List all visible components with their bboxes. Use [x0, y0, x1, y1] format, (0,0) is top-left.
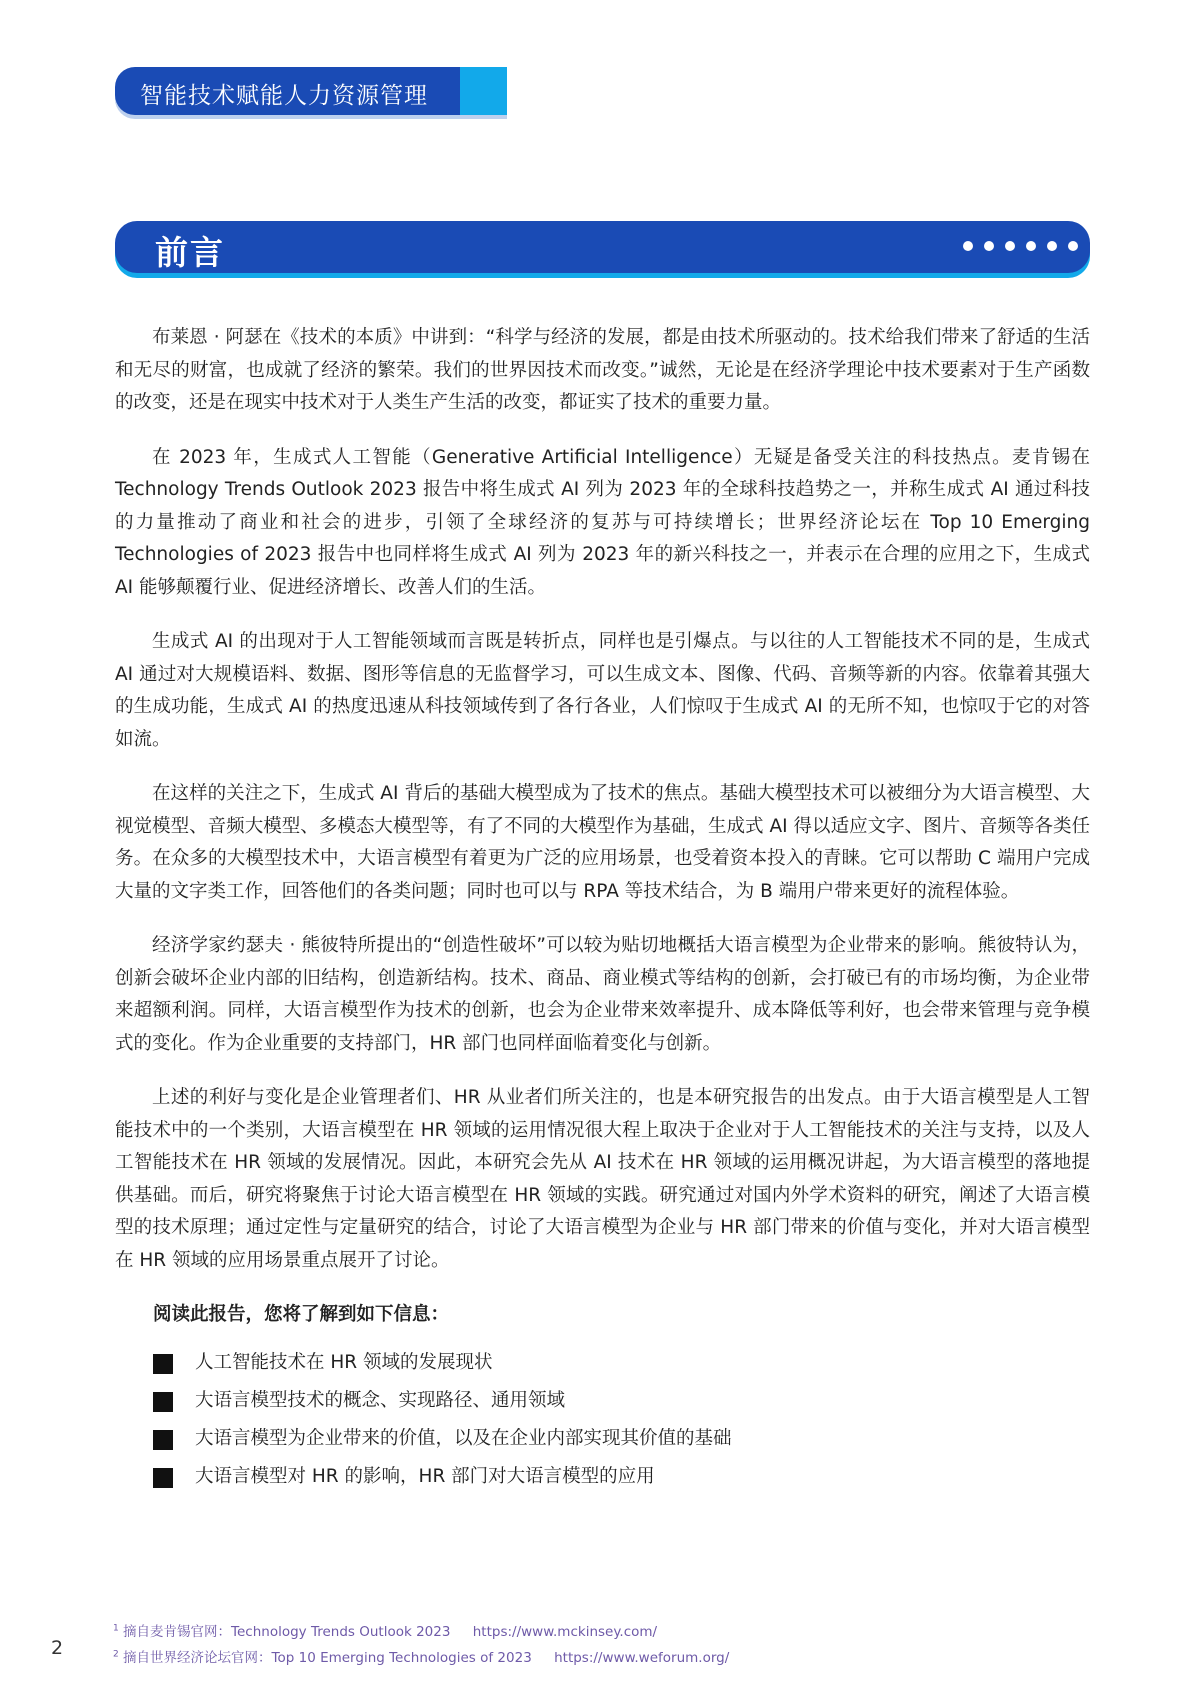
paragraph: 经济学家约瑟夫 · 熊彼特所提出的“创造性破坏”可以较为贴切地概括大语言模型为企业带来的影响。熊彼特认为，创新会破坏企业内部的旧结构，创造新结构。技术、商品、商业模式等结构的创新，会打破已有的市场均衡，为企业带来超额利润。同样，大语言模型作为技术的创新，也会为企业带来效率提升、成本降低等利好，也会带来管理与竞争模式的变化。作为企业重要的支持部门，HR 部门也同样面临着变化与创新。	[115, 935, 1090, 1054]
document-title: 智能技术赋能人力资源管理	[140, 83, 428, 109]
paragraph: 上述的利好与变化是企业管理者们、HR 从业者们所关注的，也是本研究报告的出发点。由于大语言模型是人工智能技术中的一个类别，大语言模型在 HR 领域的运用情况很大程上取决于企业对于人工智能技术的关注与支持，以及人工智能技术在 HR 领域的发展情况。因此，本研究会先从 AI 技术在 HR 领域的运用概况讲起，为大语言模型的落地提供基础。而后，研究将聚焦于讨论大语言模型在 HR 领域的实践。研究通过对国内外学术资料的研究，阐述了大语言模型的技术原理；通过定性与定量研究的结合，讨论了大语言模型为企业与 HR 部门带来的价值与变化，并对大语言模型在 HR 领域的应用场景重点展开了讨论。	[115, 1087, 1090, 1271]
list-item-text: 大语言模型技术的概念、实现路径、通用领域	[195, 1390, 566, 1412]
list-item	[115, 1383, 1090, 1421]
list-item-text: 大语言模型为企业带来的价值，以及在企业内部实现其价值的基础	[195, 1428, 732, 1450]
paragraph: 在这样的关注之下，生成式 AI 背后的基础大模型成为了技术的焦点。基础大模型技术可以被细分为大语言模型、大视觉模型、音频大模型、多模态大模型等，有了不同的大模型作为基础，生成式 AI 得以适应文字、图片、音频等各类任务。在众多的大模型技术中，大语言模型有着更为广泛的应用场景，也受着资本投入的青睐。它可以帮助 C 端用户完成大量的文字类工作，回答他们的各类问题；同时也可以与 RPA 等技术结合，为 B 端用户带来更好的流程体验。	[115, 783, 1090, 902]
paragraph: 布莱恩 · 阿瑟在《技术的本质》中讲到：“科学与经济的发展，都是由技术所驱动的。技术给我们带来了舒适的生活和无尽的财富，也成就了经济的繁荣。我们的世界因技术而改变。”诚然，无论是在经济学理论中技术要素对于生产函数的改变，还是在现实中技术对于人类生产生活的改变，都证实了技术的重要力量。	[115, 327, 1090, 413]
square-bullet-icon	[153, 1354, 173, 1374]
body-content	[115, 322, 1090, 1497]
reading-list	[115, 1345, 1090, 1497]
list-item	[115, 1345, 1090, 1383]
footnote-link[interactable]: https://www.mckinsey.com/	[472, 1624, 658, 1640]
footnote-number: 1	[113, 1623, 119, 1634]
reading-list-title: 阅读此报告，您将了解到如下信息：	[153, 1304, 450, 1325]
list-item-text: 大语言模型对 HR 的影响，HR 部门对大语言模型的应用	[195, 1466, 655, 1488]
square-bullet-icon	[153, 1430, 173, 1450]
section-title: 前言	[155, 233, 225, 272]
list-item	[115, 1421, 1090, 1459]
footnote	[113, 1619, 1013, 1645]
header-accent-block	[460, 67, 507, 115]
section-title-bar	[115, 221, 1090, 273]
footnote-link[interactable]: https://www.weforum.org/	[554, 1650, 730, 1666]
footnote-text: 摘自麦肯锡官网：Technology Trends Outlook 2023	[123, 1624, 451, 1640]
footnotes	[113, 1619, 1013, 1671]
square-bullet-icon	[153, 1392, 173, 1412]
decorative-dots-icon	[963, 241, 1078, 251]
paragraph: 在 2023 年，生成式人工智能（Generative Artificial Intelligence）无疑是备受关注的科技热点。麦肯锡在 Technology Trends Outlook 2023 报告中将生成式 AI 列为 2023 年的全球科技趋势之一，并称生成式 AI 通过科技的力量推动了商业和社会的进步，引领了全球经济的复苏与可持续增长；世界经济论坛在 Top 10 Emerging Technologies of 2023 报告中也同样将生成式 AI 列为 2023 年的新兴科技之一，并表示在合理的应用之下，生成式 AI 能够颠覆行业、促进经济增长、改善人们的生活。	[115, 446, 1090, 598]
footnote-number: 2	[113, 1649, 119, 1660]
list-item	[115, 1459, 1090, 1497]
square-bullet-icon	[153, 1468, 173, 1488]
paragraph: 生成式 AI 的出现对于人工智能领域而言既是转折点，同样也是引爆点。与以往的人工智能技术不同的是，生成式 AI 通过对大规模语料、数据、图形等信息的无监督学习，可以生成文本、图像、代码、音频等新的内容。依靠着其强大的生成功能，生成式 AI 的热度迅速从科技领域传到了各行各业，人们惊叹于生成式 AI 的无所不知，也惊叹于它的对答如流。	[115, 631, 1090, 750]
list-item-text: 人工智能技术在 HR 领域的发展现状	[195, 1352, 493, 1374]
header-tab	[115, 67, 507, 115]
page-number: 2	[51, 1637, 64, 1659]
footnote	[113, 1645, 1013, 1671]
footnote-text: 摘自世界经济论坛官网：Top 10 Emerging Technologies of 2023	[123, 1650, 532, 1666]
